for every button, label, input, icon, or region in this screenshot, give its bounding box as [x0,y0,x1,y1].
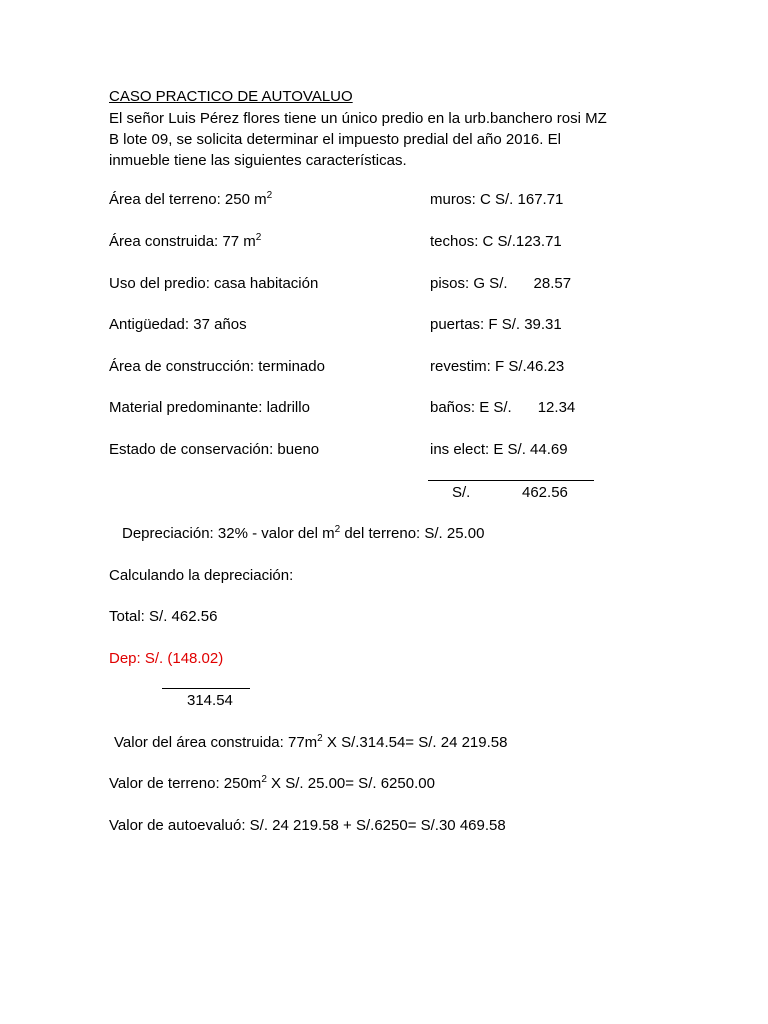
valor-area-sup: 2 [317,733,323,744]
muros-value: muros: C S/. 167.71 [430,191,564,208]
estado-conservacion: Estado de conservación: bueno [109,441,320,458]
material-predominante: Material predominante: ladrillo [109,399,310,416]
dep-divider [162,688,250,689]
depreciation-suffix: del terreno: S/. 25.00 [340,525,485,542]
area-terreno [109,190,272,210]
intro-line-1: El señor Luis Pérez flores tiene un único predio en la urb.banchero rosi MZ [109,110,607,127]
area-terreno-sup: 2 [266,190,273,201]
area-terreno-value: 250 m [224,191,267,208]
depreciation-prefix: Depreciación: 32% - valor del m [122,525,335,542]
area-construccion: Área de construcción: terminado [109,358,325,375]
area-construida-value: 77 m [222,233,256,250]
total-currency: S/. [452,484,471,501]
valor-terreno-prefix: Valor de terreno: 250m [109,775,262,792]
valor-area-suffix: X S/.314.54= S/. 24 219.58 [322,734,508,751]
intro-line-3: inmueble tiene las siguientes características. [109,152,407,169]
pisos-row [430,274,571,294]
area-construida [109,232,261,252]
puertas-value: puertas: F S/. 39.31 [430,316,562,333]
valor-autoevaluo: Valor de autoevaluó: S/. 24 219.58 + S/.6250= S/.30 469.58 [109,817,506,834]
intro-line-2: B lote 09, se solicita determinar el impuesto predial del año 2016. El [109,131,561,148]
revestim-value: revestim: F S/.46.23 [430,358,565,375]
net-value: 314.54 [187,692,233,709]
valor-terreno-sup: 2 [261,774,267,785]
antiguedad: Antigüedad: 37 años [109,316,247,333]
valor-area-construida [114,733,507,753]
valor-terreno-suffix: X S/. 25.00= S/. 6250.00 [266,775,435,792]
depreciation-sup: 2 [334,524,341,535]
document-title: CASO PRACTICO DE AUTOVALUO [109,88,353,105]
area-construida-label: Área construida: [109,233,219,250]
dep-line: Dep: S/. (148.02) [109,650,224,667]
pisos-label: pisos: G S/. [430,275,508,292]
depreciation-info [122,524,484,544]
total-value: 462.56 [522,484,568,501]
uso-predio: Uso del predio: casa habitación [109,275,319,292]
banos-label: baños: E S/. [430,399,512,416]
banos-row [430,398,575,418]
techos-value: techos: C S/.123.71 [430,233,562,250]
valor-terreno [109,774,435,794]
banos-value: 12.34 [537,399,576,416]
total-line: Total: S/. 462.56 [109,608,218,625]
ins-elect-value: ins elect: E S/. 44.69 [430,441,568,458]
valor-area-prefix: Valor del área construida: 77m [114,734,318,751]
area-construida-sup: 2 [255,232,262,243]
area-terreno-label: Área del terreno: [109,191,221,208]
sum-divider [428,480,594,481]
pisos-value: 28.57 [533,275,572,292]
calc-heading: Calculando la depreciación: [109,567,294,584]
